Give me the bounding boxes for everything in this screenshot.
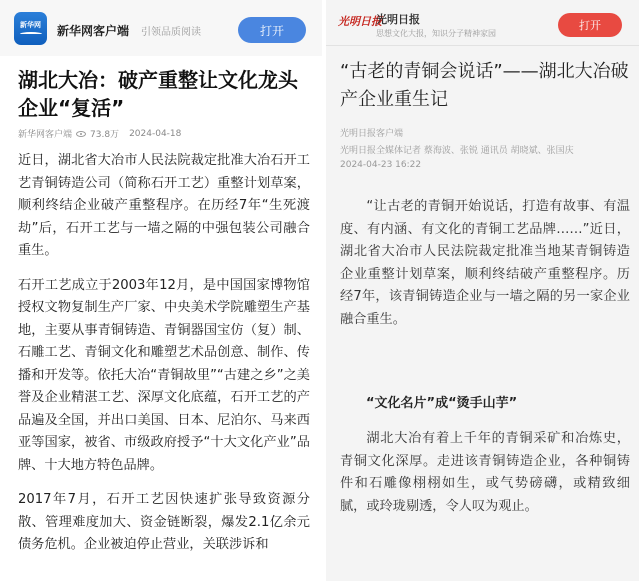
guangming-app-name: 光明日报 [376,13,420,26]
xinhua-logo [14,12,47,45]
meta-views: 73.8万 [90,130,120,140]
guangming-article-title: “古老的青铜会说话”——湖北大冶破产企业重生记 [340,61,629,110]
guangming-app-banner [326,0,639,46]
guangming-article-source: 光明日报客户端 [340,129,404,139]
xinhua-open-button[interactable]: 打开 [238,17,306,43]
guangming-logo: 光明日报 [338,15,382,28]
xinhua-article-title: 湖北大冶：破产重整让文化龙头企业“复活” [18,68,298,120]
xinhua-app-name: 新华网客户端 [57,24,130,38]
article-paragraph: 湖北大冶有着上千年的青铜采矿和冶炼史，青铜文化深厚。走进该青铜铸造企业，各种铜铸件和石雕像栩栩如生，或气势磅礴，或精致细腻，或玲珑剔透，令人叹为观止。 [340,431,630,514]
meta-date: 2024-04-18 [129,128,182,139]
xinhua-logo-text: 新华网 [20,21,41,29]
views-eye-icon [76,131,86,137]
article-paragraph: 近日，湖北省大冶市人民法院裁定批准大冶石开工艺青铜铸造公司（简称石开工艺）重整计划草案，顺利终结企业破产重整程序。在历经7年“生死渡劫”后，石开工艺与一墙之隔的中强包装公司融合重生。 [18,153,310,258]
guangming-article-date: 2024-04-23 16:22 [340,160,422,170]
article-paragraph: “让古老的青铜开始说话，打造有故事、有温度、有内涵、有文化的青铜工艺品牌……”近日，湖北省大冶市人民法院裁定批准当地某青铜铸造企业重整计划草案，顺利终结破产重整程序。历经7年，该青铜铸造企业与一墙之隔的另一家企业融合重生。 [340,199,630,327]
guangming-article-body [340,196,630,343]
meta-source: 新华网客户端 [18,130,73,140]
guangming-article-body-continued [340,428,630,518]
guangming-article-authors: 光明日报全媒体记者 蔡海波、张锐 通讯员 胡晓斌、张国庆 [340,146,574,156]
xinhua-article-meta [18,127,181,140]
xinhua-app-banner [0,0,322,56]
xinhua-slogan: 引领品质阅读 [141,27,201,38]
article-paragraph: 石开工艺成立于2003年12月，是中国国家博物馆授权文物复制生产厂家、中央美术学院雕塑生产基地，主要从事青铜铸造、青铜器国宝仿（复）制、石雕工艺、青铜文化和雕塑艺术品创意、制作、传播和开发等。依托大冶“青铜故里”“古建之乡”之美誉及企业精湛工艺、深厚文化底蕴，石开工艺的产品遍及全国，并出口美国、日本、尼泊尔、马来西亚等国家，被省、市级政府授予“十大文化产业”品牌、十大地方特色品牌。 [18,277,310,473]
guangming-subheading: “文化名片”成“烫手山芋” [366,396,518,411]
article-paragraph: 2017年7月，石开工艺因快速扩张导致资源分散、管理难度加大、资金链断裂，爆发2.1亿余元债务危机。企业被迫停止营业，关联涉诉和 [18,492,310,552]
guangming-slogan: 思想文化大报，知识分子精神家园 [376,29,496,38]
logo-wave-icon [20,32,42,36]
guangming-article-panel [326,0,639,581]
xinhua-article-body [18,150,310,569]
guangming-open-button[interactable]: 打开 [558,13,622,37]
